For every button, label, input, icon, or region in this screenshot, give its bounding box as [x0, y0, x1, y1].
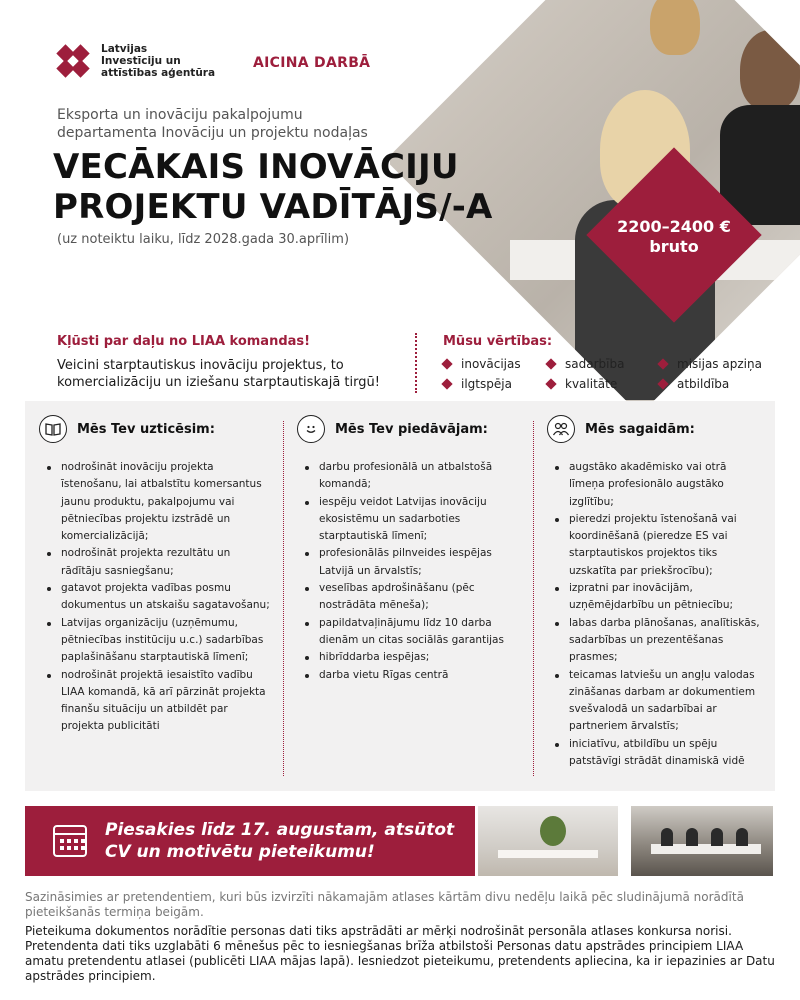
list-item: teicamas latviešu un angļu valodas zināšanas darbam ar dokumentiem svešvalodā un sadarbībai ar partneriem ārvalstīs; — [555, 667, 765, 736]
value-item: atbildība — [659, 377, 779, 391]
offer-column — [283, 401, 533, 791]
liaa-logo — [55, 43, 215, 79]
list-item: iespēju veidot Latvijas inovāciju ekosistēmu un sadarboties starptautiskā līmenī; — [305, 494, 523, 546]
job-title-line-2: PROJEKTU VADĪTĀJS/-A — [53, 187, 493, 227]
value-item: inovācijas — [443, 357, 547, 371]
calendar-icon — [53, 825, 87, 857]
expect-list — [555, 459, 765, 770]
join-text: Veicini starptautiskus inovāciju projektus, to komercializāciju un iziešanu starptautiskajā tirgū! — [57, 358, 380, 390]
trust-list — [47, 459, 273, 736]
list-item: labas darba plānošanas, analītiskās, sadarbības un prezentēšanas prasmes; — [555, 615, 765, 667]
logo-line-2: Investīciju un — [101, 55, 181, 67]
apply-line-2: CV un motivētu pieteikumu! — [105, 842, 375, 862]
meeting-room-photo — [631, 806, 773, 876]
offer-list — [305, 459, 523, 684]
contact-note: Sazināsimies ar pretendentiem, kuri būs izvirzīti nākamajām atlases kārtām divu nedēļu laikā pēc sludinājumā norādītā pieteikšanās termiņa beigām. — [25, 890, 744, 919]
salary-badge — [594, 155, 754, 315]
list-item: Latvijas organizāciju (uzņēmumu, pētniecības institūciju u.c.) sadarbības paplašināšanu starptautiskā līmenī; — [47, 615, 273, 667]
value-item: kvalitāte — [547, 377, 659, 391]
job-title — [53, 147, 493, 227]
value-item: ilgtspēja — [443, 377, 547, 391]
trust-heading: Mēs Tev uzticēsim: — [77, 421, 215, 437]
people-icon — [547, 415, 575, 443]
value-item: misijas apziņa — [659, 357, 779, 371]
office-interior-photo — [478, 806, 618, 876]
values-section — [443, 334, 783, 391]
expect-column — [533, 401, 775, 791]
list-item: nodrošināt projektā iesaistīto vadību LIAA komandā, kā arī pārzināt projekta finanšu situāciju un atbildēt par projekta publicitāti — [47, 667, 273, 736]
privacy-note: Pieteikuma dokumentos norādītie personas dati tiks apstrādāti ar mērķi nodrošināt personāla atlases konkursa norisi. Pretendenta dati tiks uzglabāti 6 mēnešus pēc to iesniegšanas brīža atbilstoši Personas datu apstrādes principiem LIAA amatu pretendentu atlasei (publicēti LIAA mājas lapā). Iesniedzot pieteikumu, pretendents apliecina, ka ir iepazinies ar Datu apstrādes principiem. — [25, 924, 775, 983]
logo-diamonds-icon — [55, 43, 91, 79]
expect-heading: Mēs sagaidām: — [585, 421, 695, 437]
diamond-bullet-icon — [657, 378, 668, 389]
salary-amount: 2200–2400 € — [617, 217, 731, 236]
list-item: augstāko akadēmisko vai otrā līmeņa profesionālo augstāko izglītību; — [555, 459, 765, 511]
list-item: veselības apdrošināšanu (pēc nostrādāta mēneša); — [305, 580, 523, 615]
list-item: nodrošināt inovāciju projekta īstenošanu, lai atbalstītu komersantus jaunu produktu, pakalpojumu vai pētniecības projektu izstrādē un komercializācijā; — [47, 459, 273, 545]
diamond-bullet-icon — [545, 378, 556, 389]
trust-column — [25, 401, 283, 791]
list-item: izpratni par inovācijām, uzņēmējdarbību un pētniecību; — [555, 580, 765, 615]
list-item: gatavot projekta vadības posmu dokumentus un atskaišu sagatavošanu; — [47, 580, 273, 615]
diamond-bullet-icon — [441, 378, 452, 389]
department-line-1: Eksporta un inovāciju pakalpojumu — [57, 107, 303, 123]
hiring-label: AICINA DARBĀ — [253, 55, 371, 71]
diamond-bullet-icon — [657, 358, 668, 369]
book-icon — [39, 415, 67, 443]
smiley-icon — [297, 415, 325, 443]
values-heading: Mūsu vērtības: — [443, 334, 553, 349]
offer-heading: Mēs Tev piedāvājam: — [335, 421, 488, 437]
logo-line-3: attīstības aģentūra — [101, 67, 216, 79]
join-heading: Kļūsti par daļu no LIAA komandas! — [57, 334, 311, 349]
department-line-2: departamenta Inovāciju un projektu nodaļas — [57, 125, 368, 141]
join-section — [57, 334, 407, 391]
list-item: darba vietu Rīgas centrā — [305, 667, 523, 684]
list-item: profesionālās pilnveides iespējas Latvijā un ārvalstīs; — [305, 545, 523, 580]
list-item: papildatvaļinājumu līdz 10 darba dienām un citas sociālās garantijas — [305, 615, 523, 650]
logo-line-1: Latvijas — [101, 43, 148, 55]
diamond-bullet-icon — [545, 358, 556, 369]
diamond-bullet-icon — [441, 358, 452, 369]
list-item: pieredzi projektu īstenošanā vai koordinēšanā (pieredze ES vai starptautiskos projektos tiks uzskatīta par priekšrocību); — [555, 511, 765, 580]
details-panel — [25, 401, 775, 791]
logo-text — [101, 43, 215, 79]
apply-line-1: Piesakies līdz 17. augustam, atsūtot — [105, 820, 455, 840]
apply-banner — [25, 806, 475, 876]
divider — [415, 333, 417, 393]
term-note: (uz noteiktu laiku, līdz 2028.gada 30.aprīlim) — [57, 232, 350, 247]
list-item: hibrīddarba iespējas; — [305, 649, 523, 666]
job-title-line-1: VECĀKAIS INOVĀCIJU — [53, 147, 459, 187]
list-item: darbu profesionālā un atbalstošā komandā; — [305, 459, 523, 494]
list-item: iniciatīvu, atbildību un spēju patstāvīgi strādāt dinamiskā vidē — [555, 736, 765, 771]
value-item: sadarbība — [547, 357, 659, 371]
department — [57, 106, 368, 142]
salary-unit: bruto — [649, 237, 699, 256]
list-item: nodrošināt projekta rezultātu un rādītāju sasniegšanu; — [47, 545, 273, 580]
